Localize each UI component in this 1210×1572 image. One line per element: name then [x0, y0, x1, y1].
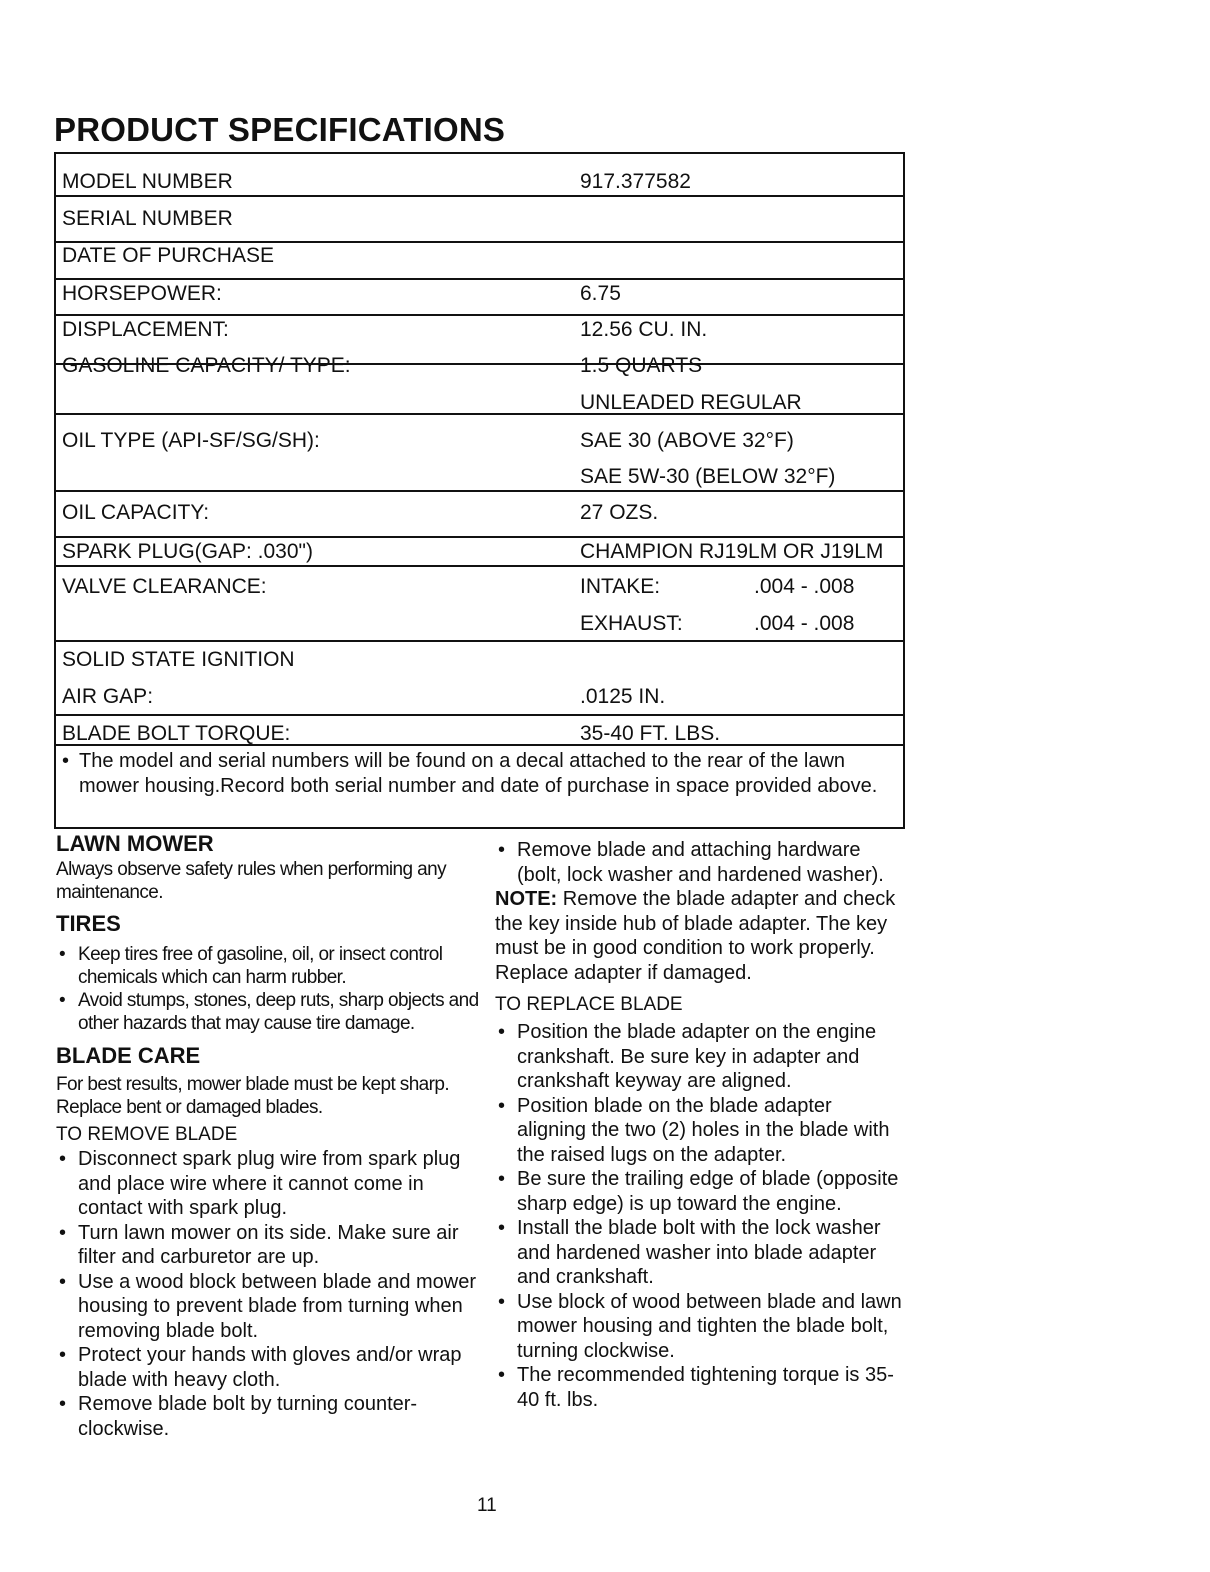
replace-blade-list: [495, 1020, 905, 1412]
serial-number-label: SERIAL NUMBER: [62, 207, 233, 230]
horsepower-label: HORSEPOWER:: [62, 282, 222, 305]
horsepower-value: 6.75: [580, 282, 621, 305]
page-title: PRODUCT SPECIFICATIONS: [54, 111, 506, 148]
date-of-purchase-label: DATE OF PURCHASE: [62, 244, 274, 267]
displacement-label: DISPLACEMENT:: [62, 318, 229, 341]
note-paragraph: [495, 887, 905, 985]
list-item: • Turn lawn mower on its side. Make sure air filter and carburetor are up.: [56, 1221, 486, 1270]
spec-row-oil-capacity: [56, 492, 903, 538]
oil-type-value-above: SAE 30 (ABOVE 32°F): [580, 429, 794, 452]
oil-capacity-value: 27 OZS.: [580, 501, 659, 524]
gasoline-value-type: UNLEADED REGULAR: [580, 391, 802, 414]
list-item: • Use a wood block between blade and mower housing to prevent blade from turning when removing blade bolt.: [56, 1270, 486, 1344]
remove-blade-list: [56, 1147, 486, 1441]
tires-heading: TIRES: [56, 911, 121, 936]
list-item: • Remove blade and attaching hardware (bolt, lock washer and hardened washer).: [495, 838, 905, 887]
spec-row-horsepower: [56, 280, 903, 316]
spec-row-model: [56, 154, 903, 197]
spark-plug-value: CHAMPION RJ19LM OR J19LM: [580, 540, 884, 563]
list-item: • Be sure the trailing edge of blade (opposite sharp edge) is up toward the engine.: [495, 1167, 905, 1216]
specifications-table: [54, 152, 905, 829]
tires-list: [56, 943, 486, 1035]
spec-row-spark-plug: [56, 538, 903, 567]
intake-value: .004 - .008: [754, 575, 855, 598]
list-item: • Use block of wood between blade and lawn mower housing and tighten the blade bolt, turning clockwise.: [495, 1290, 905, 1364]
spec-row-ignition: [56, 642, 903, 716]
air-gap-label: AIR GAP:: [62, 685, 154, 708]
list-item: • Keep tires free of gasoline, oil, or insect control chemicals which can harm rubber.: [56, 943, 486, 989]
ignition-label: SOLID STATE IGNITION: [62, 648, 295, 671]
bullet-icon: •: [62, 750, 70, 772]
list-item: • Position the blade adapter on the engine crankshaft. Be sure key in adapter and crankshaft keyway are aligned.: [495, 1020, 905, 1094]
list-item: • Install the blade bolt with the lock washer and hardened washer into blade adapter and crankshaft.: [495, 1216, 905, 1290]
spec-note: [62, 749, 892, 799]
note-label: NOTE:: [495, 888, 558, 910]
list-item: • Disconnect spark plug wire from spark plug and place wire where it cannot come in contact with spark plug.: [56, 1147, 486, 1221]
blade-bolt-torque-label: BLADE BOLT TORQUE:: [62, 722, 291, 745]
list-item: • Remove blade bolt by turning counter-clockwise.: [56, 1392, 486, 1441]
blade-care-heading: BLADE CARE: [56, 1043, 201, 1068]
valve-clearance-label: VALVE CLEARANCE:: [62, 575, 267, 598]
gasoline-value-capacity: 1.5 QUARTS: [580, 354, 703, 377]
air-gap-value: .0125 IN.: [580, 685, 666, 708]
remove-blade-heading: TO REMOVE BLADE: [56, 1124, 238, 1145]
oil-capacity-label: OIL CAPACITY:: [62, 501, 210, 524]
page-number: 11: [477, 1495, 497, 1516]
spec-row-oil-type: [56, 415, 903, 492]
model-number-label: MODEL NUMBER: [62, 170, 233, 193]
gasoline-label: GASOLINE CAPACITY/ TYPE:: [62, 354, 351, 377]
remove-blade-list-continued: [495, 838, 905, 887]
model-number-value: 917.377582: [580, 170, 691, 193]
oil-type-value-below: SAE 5W-30 (BELOW 32°F): [580, 465, 836, 488]
spark-plug-label: SPARK PLUG(GAP: .030"): [62, 540, 313, 563]
displacement-value: 12.56 CU. IN.: [580, 318, 708, 341]
lawn-mower-text: Always observe safety rules when performing any maintenance.: [56, 859, 446, 903]
spec-row-date: [56, 243, 903, 280]
spec-row-serial: [56, 197, 903, 243]
list-item: • Position blade on the blade adapter aligning the two (2) holes in the blade with the raised lugs on the adapter.: [495, 1094, 905, 1168]
note-text: Remove the blade adapter and check the key inside hub of blade adapter. The key must be in good condition to work properly. Replace adapter if damaged.: [495, 888, 896, 984]
replace-blade-heading: TO REPLACE BLADE: [495, 994, 683, 1015]
exhaust-value: .004 - .008: [754, 612, 855, 635]
spec-row-torque: [56, 716, 903, 746]
list-item: • The recommended tightening torque is 35-40 ft. lbs.: [495, 1363, 905, 1412]
spec-note-text: The model and serial numbers will be found on a decal attached to the rear of the lawn mower housing.Record both serial number and date of purchase in space provided above.: [79, 750, 878, 797]
blade-care-text: For best results, mower blade must be kept sharp. Replace bent or damaged blades.: [56, 1074, 450, 1118]
list-item: • Avoid stumps, stones, deep ruts, sharp objects and other hazards that may cause tire damage.: [56, 989, 486, 1035]
intake-label: INTAKE:: [580, 575, 661, 598]
left-column: [56, 830, 486, 1441]
lawn-mower-heading: LAWN MOWER: [56, 831, 214, 856]
right-column: [495, 838, 905, 1412]
spec-row-gasoline: [56, 354, 903, 415]
exhaust-label: EXHAUST:: [580, 612, 683, 635]
oil-type-label: OIL TYPE (API-SF/SG/SH):: [62, 429, 320, 452]
spec-row-valve-clearance: [56, 567, 903, 642]
blade-bolt-torque-value: 35-40 FT. LBS.: [580, 722, 721, 745]
list-item: • Protect your hands with gloves and/or wrap blade with heavy cloth.: [56, 1343, 486, 1392]
